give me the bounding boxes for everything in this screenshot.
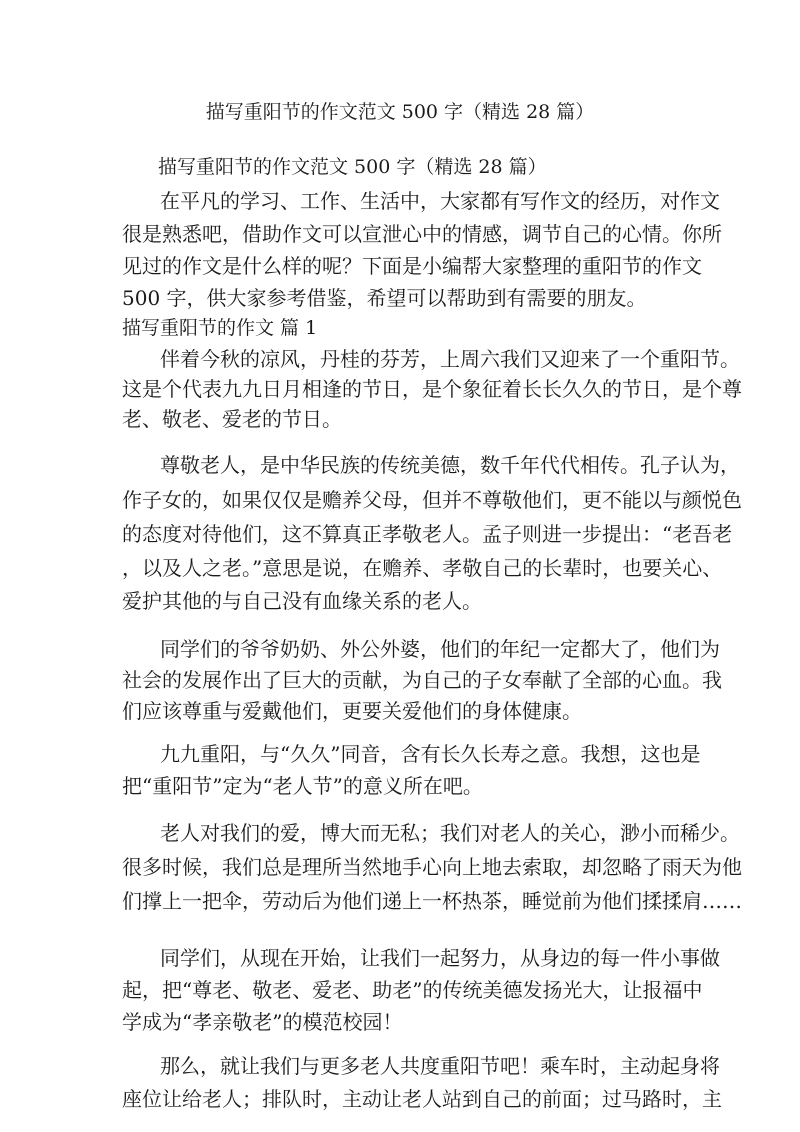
text-line: 500 字，供大家参考借鉴，希望可以帮助到有需要的朋友。 [122,286,647,310]
text-line: 座位让给老人；排队时，主动让老人站到自己的前面；过马路时，主 [122,1087,722,1111]
text-line: 社会的发展作出了巨大的贡献，为自己的子女奉献了全部的心血。我 [122,668,722,692]
text-line: 九九重阳，与“久久”同音，含有长久长寿之意。我想，这也是 [160,742,701,766]
text-line: 同学们的爷爷奶奶、外公外婆，他们的年纪一定都大了，他们为 [160,637,720,661]
section-heading: 描写重阳节的作文 篇 1 [122,317,318,339]
text-line: 这是个代表九九日月相逢的节日，是个象征着长长久久的节日，是个尊 [122,377,742,401]
text-line: 作子女的，如果仅仅是赡养父母，但并不尊敬他们，更不能以与颜悦色 [122,488,742,512]
text-line: 老人对我们的爱，博大而无私；我们对老人的关心，渺小而稀少。 [160,821,740,845]
text-line: 在平凡的学习、工作、生活中，大家都有写作文的经历，对作文 [160,189,720,213]
text-line: 尊敬老人，是中华民族的传统美德，数千年代代相传。孔子认为， [160,453,740,477]
text-line: 的态度对待他们，这不算真正孝敬老人。孟子则进一步提出：“老吾老 [122,522,733,546]
text-line: ，以及人之老。”意思是说，在赡养、孝敬自己的长辈时，也要关心、 [122,556,723,580]
text-line: 伴着今秋的凉风，丹桂的芬芳，上周六我们又迎来了一个重阳节。 [160,347,740,371]
text-line: 把“重阳节”定为“老人节”的意义所在吧。 [122,774,483,798]
text-line: 们撑上一把伞，劳动后为他们递上一杯热茶，睡觉前为他们揉揉肩…… [122,889,742,913]
text-line: 很多时候，我们总是理所当然地手心向上地去索取，却忽略了雨天为他 [122,855,742,879]
document-subtitle: 描写重阳节的作文范文 500 字（精选 28 篇） [158,156,547,178]
text-line: 学成为“孝亲敬老”的模范校园！ [122,1010,403,1034]
text-line: 爱护其他的与自己没有血缘关系的老人。 [122,589,482,613]
text-line: 见过的作文是什么样的呢？下面是小编帮大家整理的重阳节的作文 [122,254,702,278]
text-line: 们应该尊重与爱戴他们，更要关爱他们的身体健康。 [122,699,582,723]
text-line: 同学们，从现在开始，让我们一起努力，从身边的每一件小事做 [160,946,720,970]
text-line: 老、敬老、爱老的节日。 [122,407,342,431]
text-line: 很是熟悉吧，借助作文可以宣泄心中的情感，调节自己的心情。你所 [122,222,722,246]
document-title: 描写重阳节的作文范文 500 字（精选 28 篇） [205,101,595,123]
text-line: 起，把“尊老、敬老、爱老、助老”的传统美德发扬光大，让报福中 [122,978,703,1002]
text-line: 那么，就让我们与更多老人共度重阳节吧！乘车时，主动起身将 [160,1054,720,1078]
